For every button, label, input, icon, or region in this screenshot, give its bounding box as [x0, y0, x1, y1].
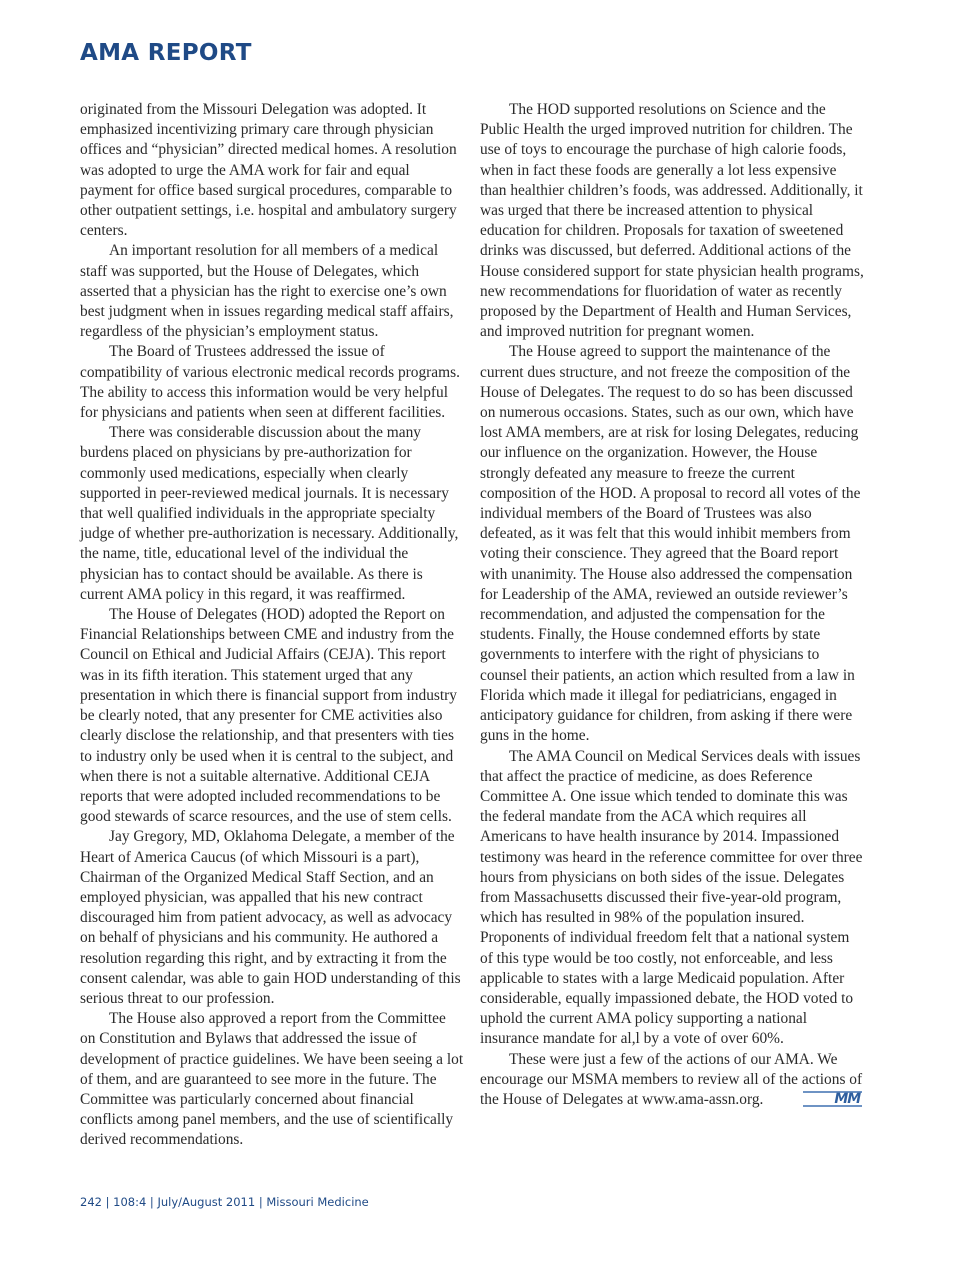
report-header: AMA REPORT: [80, 40, 252, 66]
paragraph: originated from the Missouri Delegation was adopted. It emphasized incentivizing primary care through physician offices and “physician” directed medical homes. A resolution was adopted to urge the AMA work for fair and equal payment for office based surgical procedures, comparable to other outpatient settings, i.e. hospital and ambulatory surgery centers.: [80, 101, 457, 240]
paragraph: The House also approved a report from the Committee on Constitution and Bylaws that addressed the issue of development of practice guidelines. We have been seeing a lot of them, and are guaranteed to see more in the future. The Committee was particularly concerned about financial conflicts among panel members, and the use of scientifically derived recommendations.: [80, 1010, 464, 1149]
paragraph: An important resolution for all members of a medical staff was supported, but the House of Delegates, which asserted that a physician has the right to exercise one’s own best judgment when in issues regarding medical staff affairs, regardless of the physician’s employment status.: [80, 242, 454, 341]
paragraph: There was considerable discussion about the many burdens placed on physicians by pre-authorization for commonly used medications, especially when clearly supported in peer-reviewed medical journals. It is necessary that well qualified individuals in the appropriate specialty judge of whether pre-authorization is necessary. Additionally, the name, title, educational level of the individual the physician has to contact should be available. As there is current AMA policy in this regard, it was reaffirmed.: [80, 424, 459, 603]
paragraph: The AMA Council on Medical Services deals with issues that affect the practice of medicine, as does Reference Committee A. One issue which tended to dominate this was the federal mandate from the ACA which requires all Americans to have health insurance by 2014. Impassioned testimony was heard in the reference committee for over three hours from physicians on both sides of the issue. Delegates from Massachusetts discussed their five-year-old program, which has resulted in 98% of the population insured. Proponents of individual freedom felt that a national system of this type would be too costly, not enforceable, and less applicable to states with a large Medicaid population. After considerable, equally impassioned debate, the HOD voted to uphold the current AMA policy supporting a national insurance mandate for al,l by a vote of over 60%.: [480, 747, 863, 1048]
paragraph-text: These were just a few of the actions of our AMA. We encourage our MSMA members to review all of the actions of the House of Delegates at www.ama-assn.org.: [480, 1050, 863, 1108]
page-footer: 242 | 108:4 | July/August 2011 | Missouri Medicine: [80, 1195, 369, 1209]
final-paragraph: [480, 1050, 865, 1111]
paragraph: The HOD supported resolutions on Science and the Public Health the urged improved nutrition for children. The use of toys to encourage the purchase of high calorie foods, when in fact these foods are generally a lot less expensive than healthier children’s foods, was addressed. Additionally, it was urged that there be increased attention to physical education for children. Proposals for taxation of sweetened drinks was discussed, but deferred. Additional actions of the House considered support for state physician health programs, new recommendations for fluoridation of water as recently proposed by the Department of Health and Human Services, and improved nutrition for pregnant women.: [480, 101, 864, 341]
paragraph: Jay Gregory, MD, Oklahoma Delegate, a member of the Heart of America Caucus (of which Missouri is a part), Chairman of the Organized Medical Staff Section, and an employed physician, was appalled that his new contract discouraged him from patient advocacy, as well as advocacy on behalf of physicians and his community. He authored a resolution regarding this right, and by extracting it from the consent calendar, was able to gain HOD understanding of this serious threat to our profession.: [80, 828, 461, 1007]
paragraph: The House of Delegates (HOD) adopted the Report on Financial Relationships between CME and industry from the Council on Ethical and Judicial Affairs (CEJA). This report was in its fifth iteration. This statement urged that any presentation in which there is financial support from industry be clearly noted, that any presenter for CME activities also clearly disclose the relationship, and that presenters with ties to industry only be used when it is central to the subject, and when there is not a suitable alternative. Additional CEJA reports that were adopted included recommendations to be good stewards of scarce resources, and the use of stem cells.: [80, 606, 457, 826]
mm-end-mark-logo: MM: [803, 1091, 862, 1107]
paragraph: The Board of Trustees addressed the issue of compatibility of various electronic medical records programs. The ability to access this information would be very helpful for physicians and patients when seen at different facilities.: [80, 343, 460, 422]
left-column: [80, 100, 465, 1151]
paragraph: The House agreed to support the maintenance of the current dues structure, and not freeze the composition of the House of Delegates. The request to do so has been discussed on numerous occasions. States, such as our own, which have lost AMA members, are at risk for losing Delegates, reducing our influence on the organization. However, the House strongly defeated any measure to freeze the current composition of the HOD. A proposal to record all votes of the individual members of the Board of Trustees was also defeated, as it was felt that this would inhibit members from voting their conscience. They agreed that the Board report with unanimity. The House also addressed the compensation for Leadership of the AMA, reviewed an outside reviewer’s recommendation, and adjusted the compensation for the students. Finally, the House condemned efforts by state governments to interfere with the right of physicians to counsel their patients, an action which resulted from a law in Florida which made it illegal for pediatricians, engaged in anticipatory guidance for children, from asking if there were guns in the home.: [480, 343, 861, 745]
right-column: [480, 100, 865, 1110]
